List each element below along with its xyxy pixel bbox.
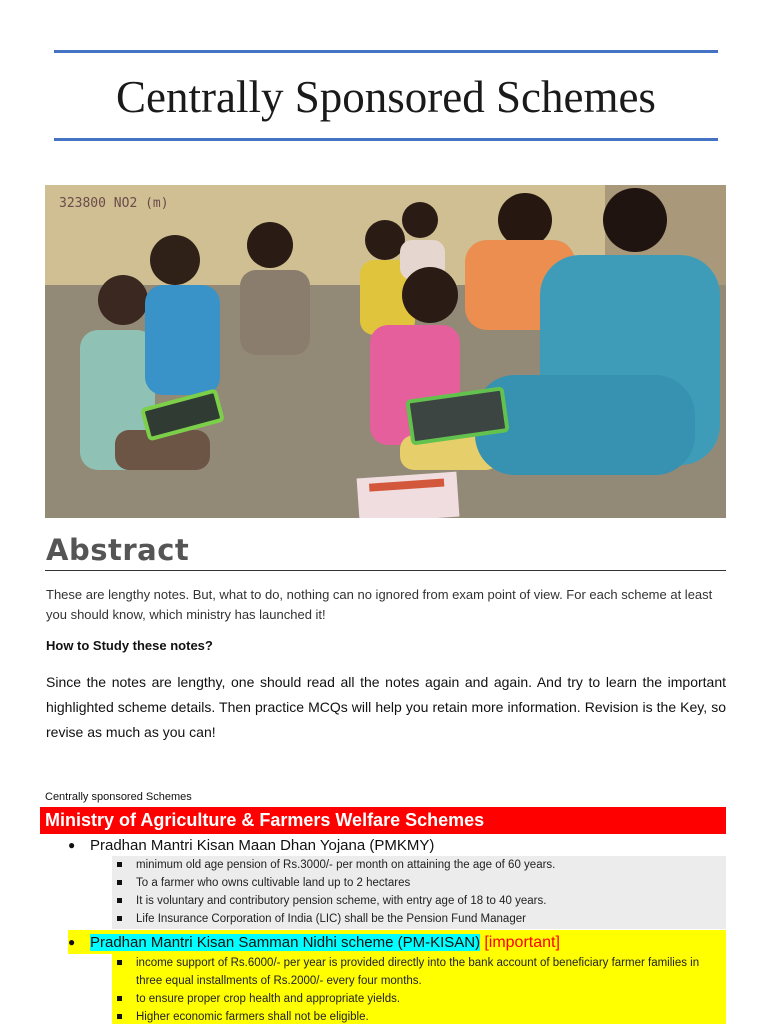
list-item: minimum old age pension of Rs.3000/- per month on attaining the age of 60 years. xyxy=(112,856,726,874)
important-tag: [important] xyxy=(484,934,560,951)
scheme-pm-kisan xyxy=(68,930,726,954)
bullet-icon: ● xyxy=(68,838,76,852)
ministry-heading: Ministry of Agriculture & Farmers Welfare Schemes xyxy=(40,807,726,834)
list-item: Higher economic farmers shall not be eligible. xyxy=(112,1008,726,1026)
scheme-pmkmy xyxy=(68,833,434,858)
scheme-name: Pradhan Mantri Kisan Samman Nidhi scheme (PM-KISAN) xyxy=(90,934,481,951)
page-title: Centrally Sponsored Schemes xyxy=(116,72,656,122)
abstract-divider xyxy=(45,570,726,571)
abstract-text: These are lengthy notes. But, what to do, nothing can no ignored from exam point of view. For each scheme at least you should know, which ministry has launched it! xyxy=(46,587,713,622)
bullet-icon: ● xyxy=(68,935,76,949)
scheme-pm-kisan-points xyxy=(112,954,726,1024)
scheme-name: Pradhan Mantri Kisan Maan Dhan Yojana (PMKMY) xyxy=(90,837,435,854)
list-item: It is voluntary and contributory pension scheme, with entry age of 18 to 40 years. xyxy=(112,892,726,910)
howto-heading: How to Study these notes? xyxy=(46,638,213,653)
list-item: to ensure proper crop health and appropriate yields. xyxy=(112,990,726,1008)
booklet xyxy=(357,472,460,518)
abstract-heading: Abstract xyxy=(46,533,190,567)
section-label: Centrally sponsored Schemes xyxy=(45,791,192,803)
title-bottom-rule xyxy=(54,138,718,141)
list-item: Life Insurance Corporation of India (LIC) shall be the Pension Fund Manager xyxy=(112,910,726,928)
howto-text: Since the notes are lengthy, one should read all the notes again and again. And try to learn the important highlighted scheme details. Then practice MCQs will help you retain more information. Revision is the Key, so revise as much as you can! xyxy=(46,674,726,740)
chalk-writing: 323800 NO2 (m) xyxy=(59,196,169,211)
scheme-pmkmy-points xyxy=(112,856,726,929)
title-top-rule xyxy=(54,50,718,53)
list-item: income support of Rs.6000/- per year is provided directly into the bank account of beneficiary farmer families in three equal installments of Rs.2000/- every four months. xyxy=(112,954,726,990)
cover-photo xyxy=(45,185,726,518)
list-item: To a farmer who owns cultivable land up to 2 hectares xyxy=(112,874,726,892)
